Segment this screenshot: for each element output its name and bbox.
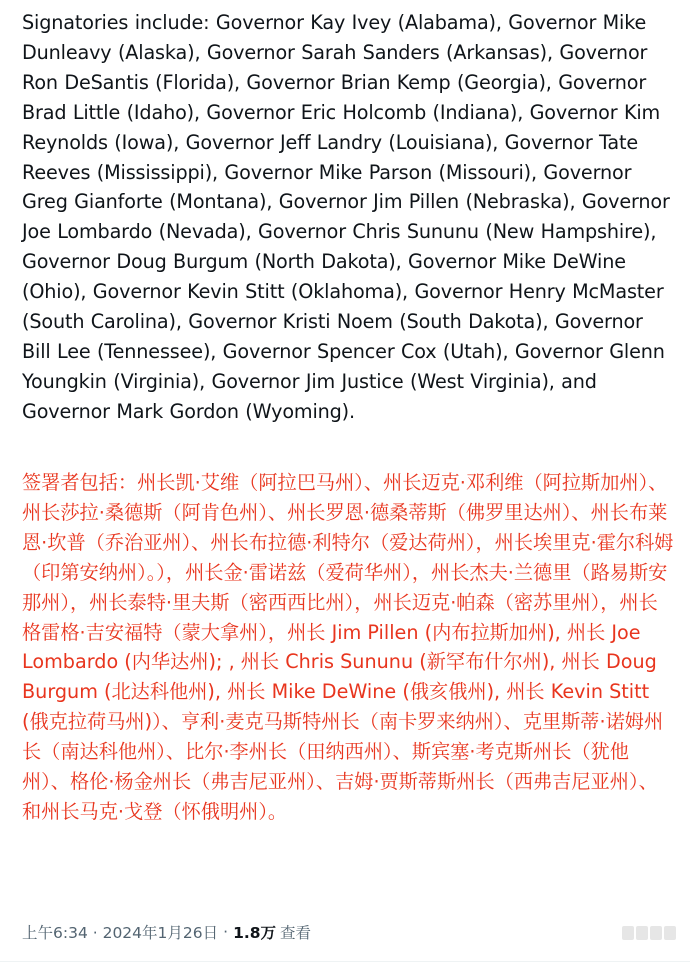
watermark-glyph	[650, 926, 662, 940]
watermark-glyph	[664, 926, 676, 940]
watermark-glyph	[636, 926, 648, 940]
views-label: 查看	[280, 924, 312, 942]
views-count: 1.8万	[233, 924, 277, 942]
tweet-text-english: Signatories include: Governor Kay Ivey (Alabama), Governor Mike Dunleavy (Alaska), Governor Sarah Sanders (Arkansas), Governor Ron DeSantis (Florida), Governor Brian Kemp (Georgia), Governor Brad Little (Idaho), Governor Eric Holcomb (Indiana), Governor Kim Reynolds (Iowa), Governor Jeff Landry (Louisiana), Governor Tate Reeves (Mississippi), Governor Mike Parson (Missouri), Governor Greg Gianforte (Montana), Governor Jim Pillen (Nebraska), Governor Joe Lombardo (Nevada), Governor Chris Sununu (New Hampshire), Governor Doug Burgum (North Dakota), Governor Mike DeWine (Ohio), Governor Kevin Stitt (Oklahoma), Governor Henry McMaster (South Carolina), Governor Kristi Noem (South Dakota), Governor Bill Lee (Tennessee), Governor Spencer Cox (Utah), Governor Glenn Youngkin (Virginia), Governor Jim Justice (West Virginia), and Governor Mark Gordon (Wyoming).	[22, 11, 670, 423]
tweet-meta	[22, 918, 311, 946]
tweet-text-translation: 签署者包括：州长凯·艾维（阿拉巴马州）、州长迈克·邓利维（阿拉斯加州）、州长莎拉·桑德斯（阿肯色州）、州长罗恩·德桑蒂斯（佛罗里达州）、州长布莱恩·坎普（乔治亚州）、州长布拉德·利特尔（爱达荷州），州长埃里克·霍尔科姆（印第安纳州）。），州长金·雷诺兹（爱荷华州），州长杰夫·兰德里（路易斯安那州），州长泰特·里夫斯（密西西比州），州长迈克·帕森（密苏里州），州长格雷格·吉安福特（蒙大拿州），州长 Jim Pillen (内布拉斯加州), 州长 Joe Lombardo (内华达州); , 州长 Chris Sununu (新罕布什尔州), 州长 Doug Burgum (北达科他州), 州长 Mike DeWine (俄亥俄州), 州长 Kevin Stitt (俄克拉荷马州)）、亨利·麦克马斯特州长（南卡罗来纳州）、克里斯蒂·诺姆州长（南达科他州）、比尔·李州长（田纳西州）、斯宾塞·考克斯州长（犹他州）、格伦·杨金州长（弗吉尼亚州）、吉姆·贾斯蒂斯州长（西弗吉尼亚州）、和州长马克·戈登（怀俄明州）。	[22, 471, 674, 823]
divider	[0, 961, 690, 962]
watermark	[622, 926, 680, 942]
timestamp-link[interactable]: 上午6:34 · 2024年1月26日	[22, 924, 219, 942]
meta-separator: ·	[223, 923, 229, 941]
watermark-glyph	[622, 926, 634, 940]
